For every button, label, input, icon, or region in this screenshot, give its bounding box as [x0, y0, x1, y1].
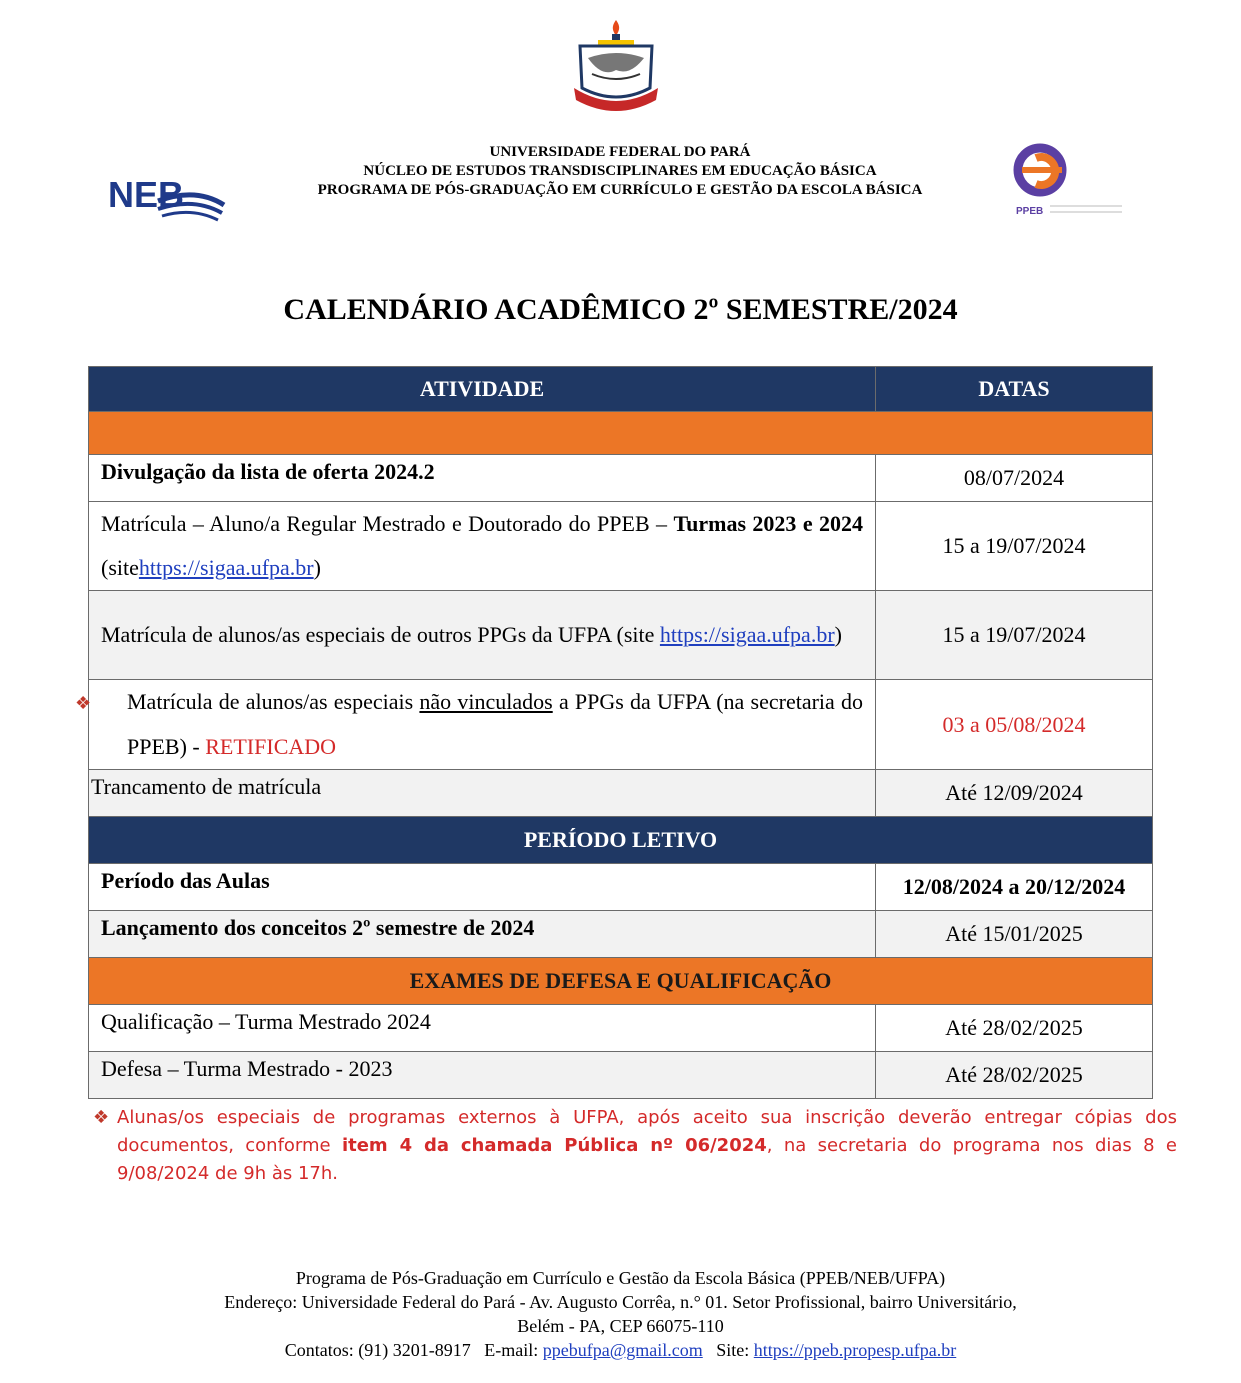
table-header-row	[89, 367, 1153, 412]
site-link[interactable]: https://ppeb.propesp.ufpa.br	[753, 1340, 957, 1360]
table-row	[89, 1052, 1153, 1099]
ufpa-seal-logo	[570, 18, 662, 118]
date-cell: 15 a 19/07/2024	[876, 502, 1153, 591]
activity-cell: Período das Aulas	[89, 864, 876, 911]
header-line-2: NÚCLEO DE ESTUDOS TRANSDISCIPLINARES EM EDUCAÇÃO BÁSICA	[363, 163, 877, 179]
header-line-1: UNIVERSIDADE FEDERAL DO PARÁ	[489, 144, 751, 160]
institution-header	[250, 143, 990, 200]
diamond-bullet-icon: ❖	[75, 693, 92, 713]
neb-logo	[106, 165, 228, 225]
column-header-activity: ATIVIDADE	[89, 367, 876, 412]
activity-cell: Defesa – Turma Mestrado - 2023	[89, 1052, 876, 1099]
date-cell: Até 15/01/2025	[876, 911, 1153, 958]
date-cell: 03 a 05/08/2024	[876, 680, 1153, 770]
diamond-bullet-icon: ❖	[93, 1107, 110, 1128]
table-row	[89, 1005, 1153, 1052]
table-row	[89, 455, 1153, 502]
table-row	[89, 502, 1153, 591]
ppeb-logo	[1010, 140, 1128, 220]
sigaa-link[interactable]: https://sigaa.ufpa.br	[138, 555, 314, 580]
sigaa-link[interactable]: https://sigaa.ufpa.br	[659, 622, 835, 647]
section-header-exames: EXAMES DE DEFESA E QUALIFICAÇÃO	[89, 958, 1153, 1005]
activity-cell: Trancamento de matrícula	[89, 770, 876, 817]
column-header-dates: DATAS	[876, 367, 1153, 412]
neb-logo-text: NEB	[108, 174, 185, 215]
ppeb-logo-text: PPEB	[1016, 206, 1044, 217]
footer-address: Endereço: Universidade Federal do Pará - Av. Augusto Corrêa, n.° 01. Setor Profissional, bairro Universitário,	[224, 1292, 1017, 1312]
footer-program: Programa de Pós-Graduação em Currículo e Gestão da Escola Básica (PPEB/NEB/UFPA)	[295, 1268, 946, 1288]
date-cell: Até 12/09/2024	[876, 770, 1153, 817]
activity-cell: ❖ Matrícula de alunos/as especiais não vinculados a PPGs da UFPA (na secretaria do PPEB) - RETIFICADO	[89, 680, 876, 770]
date-cell: 08/07/2024	[876, 455, 1153, 502]
page-title: CALENDÁRIO ACADÊMICO 2º SEMESTRE/2024	[283, 293, 958, 326]
date-cell: 15 a 19/07/2024	[876, 591, 1153, 680]
table-row	[89, 864, 1153, 911]
table-row	[89, 770, 1153, 817]
activity-cell: Lançamento dos conceitos 2º semestre de 2024	[89, 911, 876, 958]
orange-separator-row	[89, 412, 1153, 455]
activity-cell: Matrícula de alunos/as especiais de outros PPGs da UFPA (site https://sigaa.ufpa.br)	[89, 591, 876, 680]
section-header-periodo-letivo: PERÍODO LETIVO	[89, 817, 1153, 864]
activity-cell: Divulgação da lista de oferta 2024.2	[89, 455, 876, 502]
date-cell: 12/08/2024 a 20/12/2024	[876, 864, 1153, 911]
date-cell: Até 28/02/2025	[876, 1005, 1153, 1052]
table-row	[89, 680, 1153, 770]
activity-cell: Matrícula – Aluno/a Regular Mestrado e Doutorado do PPEB – Turmas 2023 e 2024 (sitehttps://sigaa.ufpa.br)	[89, 502, 876, 591]
academic-calendar-table	[75, 366, 1153, 1099]
table-row	[89, 911, 1153, 958]
date-cell: Até 28/02/2025	[876, 1052, 1153, 1099]
email-link[interactable]: ppebufpa@gmail.com	[542, 1340, 703, 1360]
table-row	[89, 591, 1153, 680]
footer-city: Belém - PA, CEP 66075-110	[517, 1316, 724, 1336]
page-footer	[0, 1266, 1241, 1362]
header-line-3: PROGRAMA DE PÓS-GRADUAÇÃO EM CURRÍCULO E GESTÃO DA ESCOLA BÁSICA	[317, 182, 923, 198]
footer-contacts: Contatos: (91) 3201-8917 E-mail: ppebufpa@gmail.com Site: https://ppeb.propesp.ufpa.br	[284, 1340, 957, 1360]
special-students-note: ❖ Alunas/os especiais de programas externos à UFPA, após aceito sua inscrição deverão entregar cópias dos documentos, conforme item 4 da chamada Pública nº 06/2024, na secretaria do programa nos dias 8 e 9/08/2024 de 9h às 17h.	[93, 1104, 1177, 1188]
activity-cell: Qualificação – Turma Mestrado 2024	[89, 1005, 876, 1052]
